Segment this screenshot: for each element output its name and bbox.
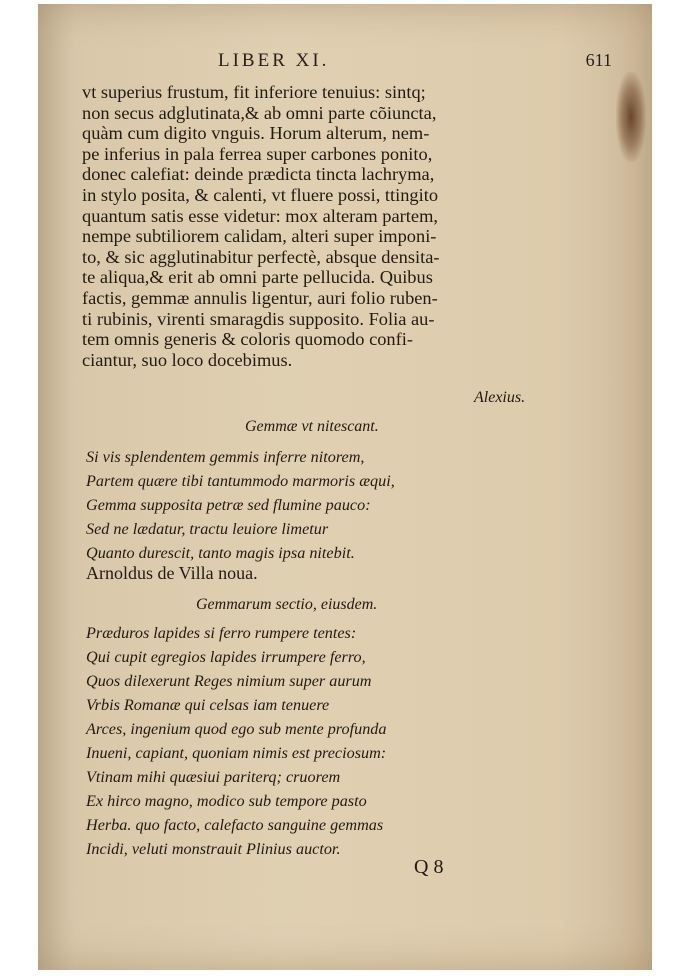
verse-block-gemmarum	[86, 621, 386, 861]
section-title-gemmarum: Gemmarum sectio, eiusdem.	[196, 596, 378, 613]
paper-stain	[616, 72, 646, 162]
section-title-gemmae: Gemmæ vt nitescant.	[245, 418, 379, 435]
verse-line: Gemma supposita petræ sed flumine pauco:	[86, 496, 371, 514]
verse-line: Vtinam mihi quæsiui pariterq; cruorem	[86, 768, 341, 786]
body-line: tem omnis generis & coloris quomodo confi-	[82, 329, 413, 350]
body-line: vt superius frustum, fit inferiore tenuius: sintq;	[82, 82, 426, 102]
body-line: quantum satis esse videtur: mox alteram partem,	[82, 205, 438, 226]
verse-line: Incidi, veluti monstrauit Plinius auctor.	[86, 840, 341, 858]
verse-line: Si vis splendentem gemmis inferre nitorem,	[86, 448, 365, 466]
body-line: donec calefiat: deinde prædicta tincta lachryma,	[82, 164, 435, 185]
page-number: 611	[585, 50, 612, 70]
running-head: LIBER XI.	[218, 50, 330, 71]
page-header	[38, 50, 652, 76]
verse-line: Partem quære tibi tantummodo marmoris æqui,	[86, 472, 395, 490]
body-line: pe inferius in pala ferrea super carbones ponito,	[82, 143, 433, 164]
verse-line: Sed ne lædatur, tractu leuiore limetur	[86, 520, 329, 538]
verse-line: Præduros lapides si ferro rumpere tentes:	[86, 624, 357, 642]
verse-line: Ex hirco magno, modico sub tempore pasto	[86, 792, 367, 810]
body-line: in stylo posita, & calenti, vt fluere possi, ttingito	[82, 184, 439, 205]
body-paragraph	[82, 82, 612, 370]
body-line: quàm cum digito vnguis. Horum alterum, nem-	[82, 123, 430, 144]
verse-line: Arces, ingenium quod ego sub mente profunda	[86, 720, 387, 738]
verse-line: Quos dilexerunt Reges nimium super aurum	[86, 672, 372, 690]
verse-line: Herba. quo facto, calefacto sanguine gemmas	[86, 816, 384, 834]
book-page	[38, 4, 652, 970]
verse-line: Inueni, capiant, quoniam nimis est preciosum:	[86, 744, 387, 762]
verse-block-gemmae	[86, 445, 395, 565]
body-line: ti rubinis, virenti smaragdis supposito. Folia au-	[82, 308, 435, 329]
body-line: nempe subtiliorem calidam, alteri super imponi-	[82, 226, 437, 247]
body-line: te aliqua,& erit ab omni parte pellucida. Quibus	[82, 267, 433, 288]
body-line: ciantur, suo loco docebimus.	[82, 349, 293, 370]
body-line: to, & sic agglutinabitur perfectè, absque densita-	[82, 246, 440, 267]
verse-line: Qui cupit egregios lapides irrumpere ferro,	[86, 648, 366, 666]
catchword: Q 8	[414, 856, 444, 878]
verse-line: Quanto durescit, tanto magis ipsa nitebit.	[86, 544, 355, 562]
body-line: factis, gemmæ annulis ligentur, auri folio ruben-	[82, 287, 438, 308]
body-line: non secus adglutinata,& ab omni parte cõiuncta,	[82, 102, 437, 123]
attribution: Arnoldus de Villa noua.	[86, 563, 258, 583]
body-author: Alexius.	[474, 389, 526, 406]
verse-line: Vrbis Romanæ qui celsas iam tenuere	[86, 696, 330, 714]
